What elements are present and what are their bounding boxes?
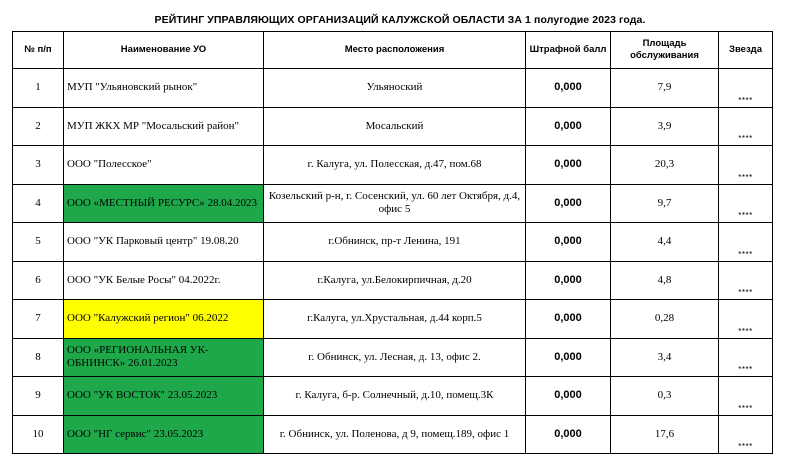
header-penalty: Штрафной балл: [526, 32, 611, 69]
organization-location: г.Калуга, ул.Белокирпичная, д.20: [264, 261, 526, 300]
service-area: 9,7: [611, 184, 719, 223]
header-star: Звезда: [719, 32, 773, 69]
table-row: [13, 69, 773, 108]
star-rating: ****: [719, 300, 773, 339]
table-row: [13, 223, 773, 262]
table-row: [13, 300, 773, 339]
organization-name: ООО "Калужский регион" 06.2022: [64, 300, 264, 339]
row-number: 8: [13, 338, 64, 377]
service-area: 4,8: [611, 261, 719, 300]
penalty-score: 0,000: [526, 184, 611, 223]
table-row: [13, 107, 773, 146]
header-location: Место расположения: [264, 32, 526, 69]
penalty-score: 0,000: [526, 69, 611, 108]
organization-name: ООО "Полесское": [64, 146, 264, 185]
row-number: 2: [13, 107, 64, 146]
row-number: 4: [13, 184, 64, 223]
organization-name: ООО "УК ВОСТОК" 23.05.2023: [64, 377, 264, 416]
service-area: 17,6: [611, 415, 719, 454]
page-title: РЕЙТИНГ УПРАВЛЯЮЩИХ ОРГАНИЗАЦИЙ КАЛУЖСКОЙ ОБЛАСТИ ЗА 1 полугодие 2023 года.: [154, 14, 646, 26]
service-area: 0,28: [611, 300, 719, 339]
organization-location: г.Калуга, ул.Хрустальная, д.44 корп.5: [264, 300, 526, 339]
service-area: 7,9: [611, 69, 719, 108]
penalty-score: 0,000: [526, 146, 611, 185]
service-area: 3,4: [611, 338, 719, 377]
row-number: 10: [13, 415, 64, 454]
organization-name: ООО "УК Парковый центр" 19.08.20: [64, 223, 264, 262]
organization-name: ООО «РЕГИОНАЛЬНАЯ УК-ОБНИНСК» 26.01.2023: [64, 338, 264, 377]
penalty-score: 0,000: [526, 377, 611, 416]
row-number: 5: [13, 223, 64, 262]
row-number: 3: [13, 146, 64, 185]
penalty-score: 0,000: [526, 261, 611, 300]
organization-location: Козельский р-н, г. Сосенский, ул. 60 лет Октября, д.4, офис 5: [264, 184, 526, 223]
penalty-score: 0,000: [526, 415, 611, 454]
header-area: Площадь обслуживания: [611, 32, 719, 69]
organization-name: ООО "УК Белые Росы" 04.2022г.: [64, 261, 264, 300]
star-rating: ****: [719, 107, 773, 146]
table-row: [13, 338, 773, 377]
rating-table: [12, 31, 773, 454]
organization-location: г. Калуга, б-р. Солнечный, д.10, помещ.3К: [264, 377, 526, 416]
table-row: [13, 377, 773, 416]
penalty-score: 0,000: [526, 338, 611, 377]
star-rating: ****: [719, 146, 773, 185]
star-rating: ****: [719, 69, 773, 108]
row-number: 1: [13, 69, 64, 108]
organization-name: МУП ЖКХ МР "Мосальский район": [64, 107, 264, 146]
service-area: 3,9: [611, 107, 719, 146]
organization-location: г. Калуга, ул. Полесская, д.47, пом.68: [264, 146, 526, 185]
star-rating: ****: [719, 338, 773, 377]
table-row: [13, 146, 773, 185]
row-number: 6: [13, 261, 64, 300]
table-row: [13, 184, 773, 223]
organization-location: г.Обнинск, пр-т Ленина, 191: [264, 223, 526, 262]
penalty-score: 0,000: [526, 223, 611, 262]
star-rating: ****: [719, 184, 773, 223]
organization-name: ООО «МЕСТНЫЙ РЕСУРС» 28.04.2023: [64, 184, 264, 223]
star-rating: ****: [719, 223, 773, 262]
row-number: 7: [13, 300, 64, 339]
row-number: 9: [13, 377, 64, 416]
penalty-score: 0,000: [526, 107, 611, 146]
penalty-score: 0,000: [526, 300, 611, 339]
star-rating: ****: [719, 415, 773, 454]
header-num: № п/п: [13, 32, 64, 69]
organization-location: г. Обнинск, ул. Лесная, д. 13, офис 2.: [264, 338, 526, 377]
star-rating: ****: [719, 377, 773, 416]
service-area: 20,3: [611, 146, 719, 185]
table-row: [13, 261, 773, 300]
organization-name: ООО "НГ сервис" 23.05.2023: [64, 415, 264, 454]
star-rating: ****: [719, 261, 773, 300]
header-name: Наименование УО: [64, 32, 264, 69]
organization-location: Ульяноский: [264, 69, 526, 108]
table-header-row: [13, 32, 773, 69]
organization-location: г. Обнинск, ул. Поленова, д 9, помещ.189, офис 1: [264, 415, 526, 454]
service-area: 4,4: [611, 223, 719, 262]
organization-name: МУП "Ульяновский рынок": [64, 69, 264, 108]
service-area: 0,3: [611, 377, 719, 416]
organization-location: Мосальский: [264, 107, 526, 146]
table-row: [13, 415, 773, 454]
